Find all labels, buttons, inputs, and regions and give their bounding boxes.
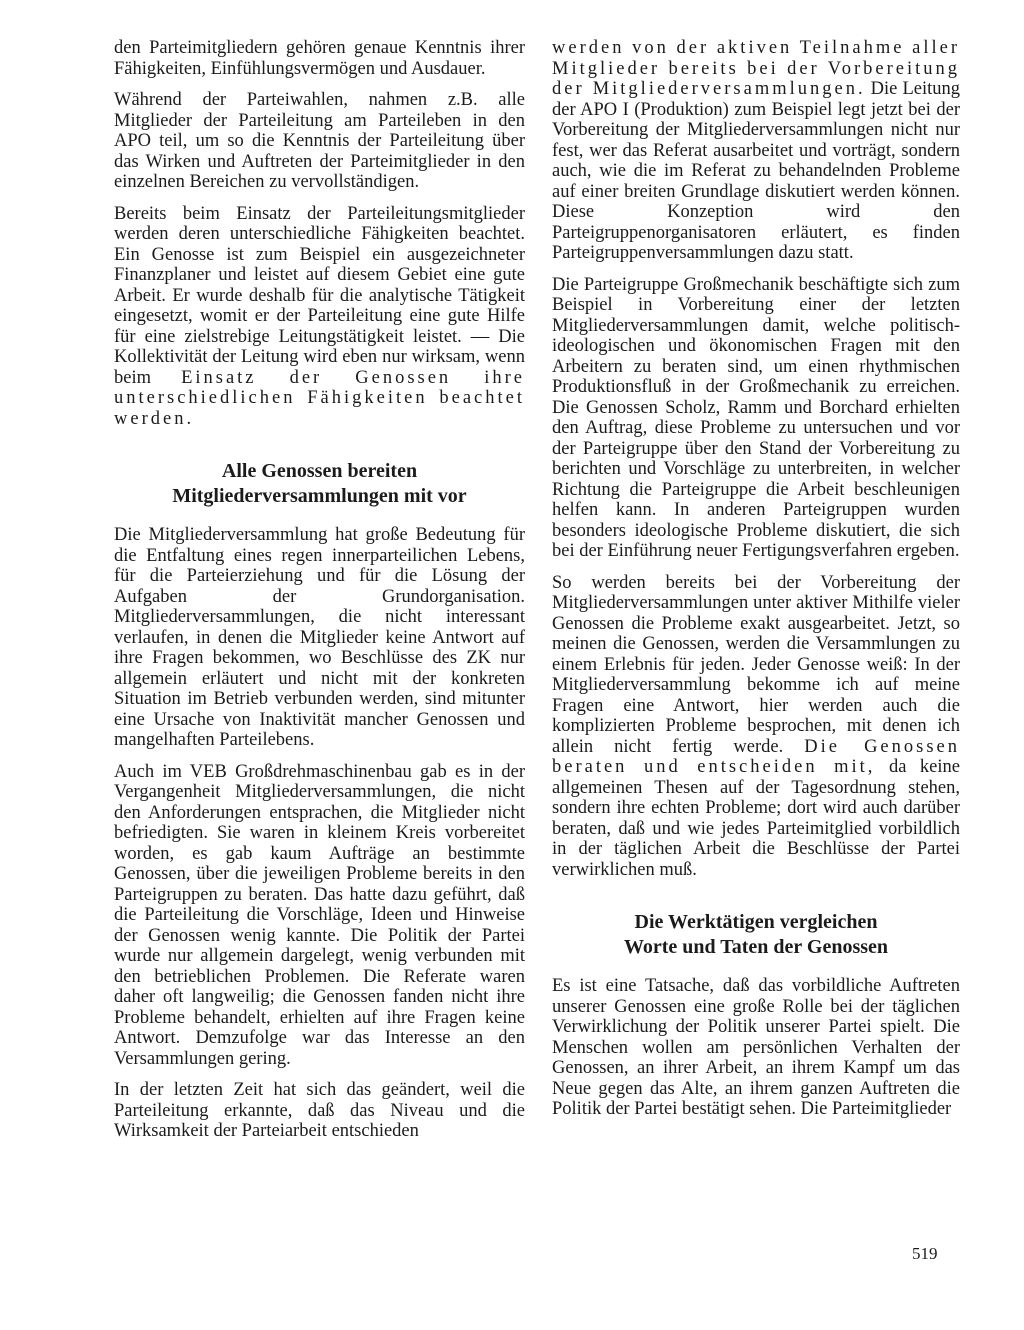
paragraph: In der letzten Zeit hat sich das geändert, weil die Parteileitung erkannte, daß das Niveau und die Wirksamkeit der Parteiarbeit entschieden [114, 1080, 525, 1141]
paragraph: Die Mitgliederversammlung hat große Bedeutung für die Entfaltung eines regen innerparteilichen Lebens, für die Parteierziehung und für die Lösung der Aufgaben der Grundorganisation. Mitgliederversammlungen, die nicht interessant verlaufen, in denen die Mitglieder keine Antwort auf ihre Fragen bekommen, wo Beschlüsse des ZK nur allgemein erläutert und nicht mit der konkreten Situation im Betrieb verbunden werden, sind mitunter eine Ursache von Inaktivität mancher Genossen und mangelhaften Parteilebens. [114, 525, 525, 750]
spaced-emphasis: Die Genossen beraten und entscheiden mit, [552, 736, 960, 777]
paragraph [552, 573, 960, 881]
spaced-emphasis: Einsatz der Genossen ihre unterschiedlichen Fähigkeiten beachtet werden. [114, 367, 525, 429]
paragraph: Auch im VEB Großdrehmaschinenbau gab es in der Vergangenheit Mitgliederversammlungen, die nicht den Anforderungen entsprachen, die Mitglieder nicht befriedigten. Sie waren in kleinem Kreis vorbereitet worden, es gab kaum Aufträge an bestimmte Genossen, über die jeweiligen Probleme bereits in den Parteigruppen zu beraten. Das hatte dazu geführt, daß die Parteileitung die Vorschläge, Ideen und Hinweise der Genossen wenig kannte. Die Politik der Partei wurde nur allgemein dargelegt, wenig verbunden mit den betrieblichen Problemen. Die Referate waren daher oft langweilig; die Genossen fanden nicht ihre Probleme behandelt, erhielten auf ihre Fragen keine Antwort. Demzufolge war das Interesse an den Versammlungen gering. [114, 761, 525, 1069]
paragraph: Die Parteigruppe Großmechanik beschäftigte sich zum Beispiel in Vorbereitung einer der letzten Mitgliederversammlungen damit, welche politisch-ideologischen und ökonomischen Fragen mit den Arbeitern zu beraten sind, um einen rhythmischen Produktionsfluß in der Großmechanik zu erreichen. Die Genossen Scholz, Ramm und Borchard erhielten den Auftrag, diese Probleme zu untersuchen und vor der Parteigruppe über den Stand der Vorbereitung zu berichten und Vorschläge zu unterbreiten, in welcher Richtung die Parteigruppe die Arbeit beschleunigen helfen kann. In anderen Parteigruppen wurden besonders ideologische Probleme diskutiert, die sich bei der Einführung neuer Fertigungsverfahren ergeben. [552, 274, 960, 561]
paragraph: Während der Parteiwahlen, nahmen z.B. alle Mitglieder der Parteileitung am Parteileben in den APO teil, um so die Kenntnis der Parteileitung über das Wirken und Auftreten der Parteimitglieder in den einzelnen Bereichen zu vervollständigen. [114, 90, 525, 192]
paragraph-text: Die Leitung der APO I (Produktion) zum Beispiel legt jetzt bei der Vorbereitung der Mitgliederversammlungen nicht nur fest, wer das Referat ausarbeitet und vorträgt, sondern auch, wie die im Referat zu behandelnden Probleme auf einer breiten Grundlage diskutiert werden können. Diese Konzeption wird den Parteigruppenorganisatoren erläutert, es finden Parteigruppenversammlungen dazu statt. [552, 79, 960, 263]
section-heading [552, 910, 960, 960]
heading-line: Worte und Taten der Genossen [623, 936, 889, 958]
spaced-emphasis: werden von der aktiven Teilnahme aller Mitglieder bereits bei der Vorbereitung der Mitgliederversammlungen. [552, 38, 960, 99]
page-number: 519 [912, 1244, 938, 1263]
left-column [114, 38, 525, 1153]
paragraph: den Parteimitgliedern gehören genaue Kenntnis ihrer Fähigkeiten, Einfühlungsvermögen und Ausdauer. [114, 38, 525, 79]
paragraph-text: Bereits beim Einsatz der Parteileitungsmitglieder werden deren unterschiedliche Fähigkeiten beachtet. Ein Genosse ist zum Beispiel ein ausgezeichneter Finanzplaner und leistet auf diesem Gebiet eine gute Arbeit. Er wurde deshalb für die analytische Tätigkeit eingesetzt, womit er der Parteileitung eine gute Hilfe für eine zielstrebige Leitungstätigkeit leistet. — Die Kollektivität der Leitung wird eben nur wirksam, wenn beim [114, 203, 525, 388]
heading-line: Alle Genossen bereiten [221, 460, 418, 482]
heading-line: Mitgliederversammlungen mit vor [172, 485, 467, 507]
paragraph [114, 204, 525, 430]
heading-line: Die Werktätigen vergleichen [634, 911, 878, 933]
paragraph-text: So werden bereits bei der Vorbereitung der Mitgliederversammlungen unter aktiver Mithilfe vieler Genossen die Probleme exakt ausgearbeitet. Jetzt, so meinen die Genossen, werden die Versammlungen zu einem Erlebnis für jeden. Jeder Genosse weiß: In der Mitgliederversammlung bekomme ich auf meine Fragen eine Antwort, hier werden auch die komplizierten Probleme besprochen, mit denen ich allein nicht fertig werde. [552, 572, 960, 757]
paragraph: Es ist eine Tatsache, daß das vorbildliche Auftreten unserer Genossen eine große Rolle bei der täglichen Verwirklichung der Politik unserer Partei spielt. Die Menschen wollen am persönlichen Verhalten der Genossen, an ihrer Arbeit, an ihrem Kampf um das Neue gegen das Alte, an ihrem ganzen Auftreten die Politik der Partei bestätigt sehen. Die Parteimitglieder [552, 976, 960, 1119]
section-heading [114, 459, 525, 509]
right-column [552, 38, 960, 1131]
paragraph-text: da keine allgemeinen Thesen auf der Tagesordnung stehen, sondern ihre echten Probleme; dort wird auch darüber beraten, daß und wie jedes Parteimitglied vorbildlich in der täglichen Arbeit die Beschlüsse der Partei verwirklichen muß. [552, 757, 960, 880]
paragraph [552, 38, 960, 264]
